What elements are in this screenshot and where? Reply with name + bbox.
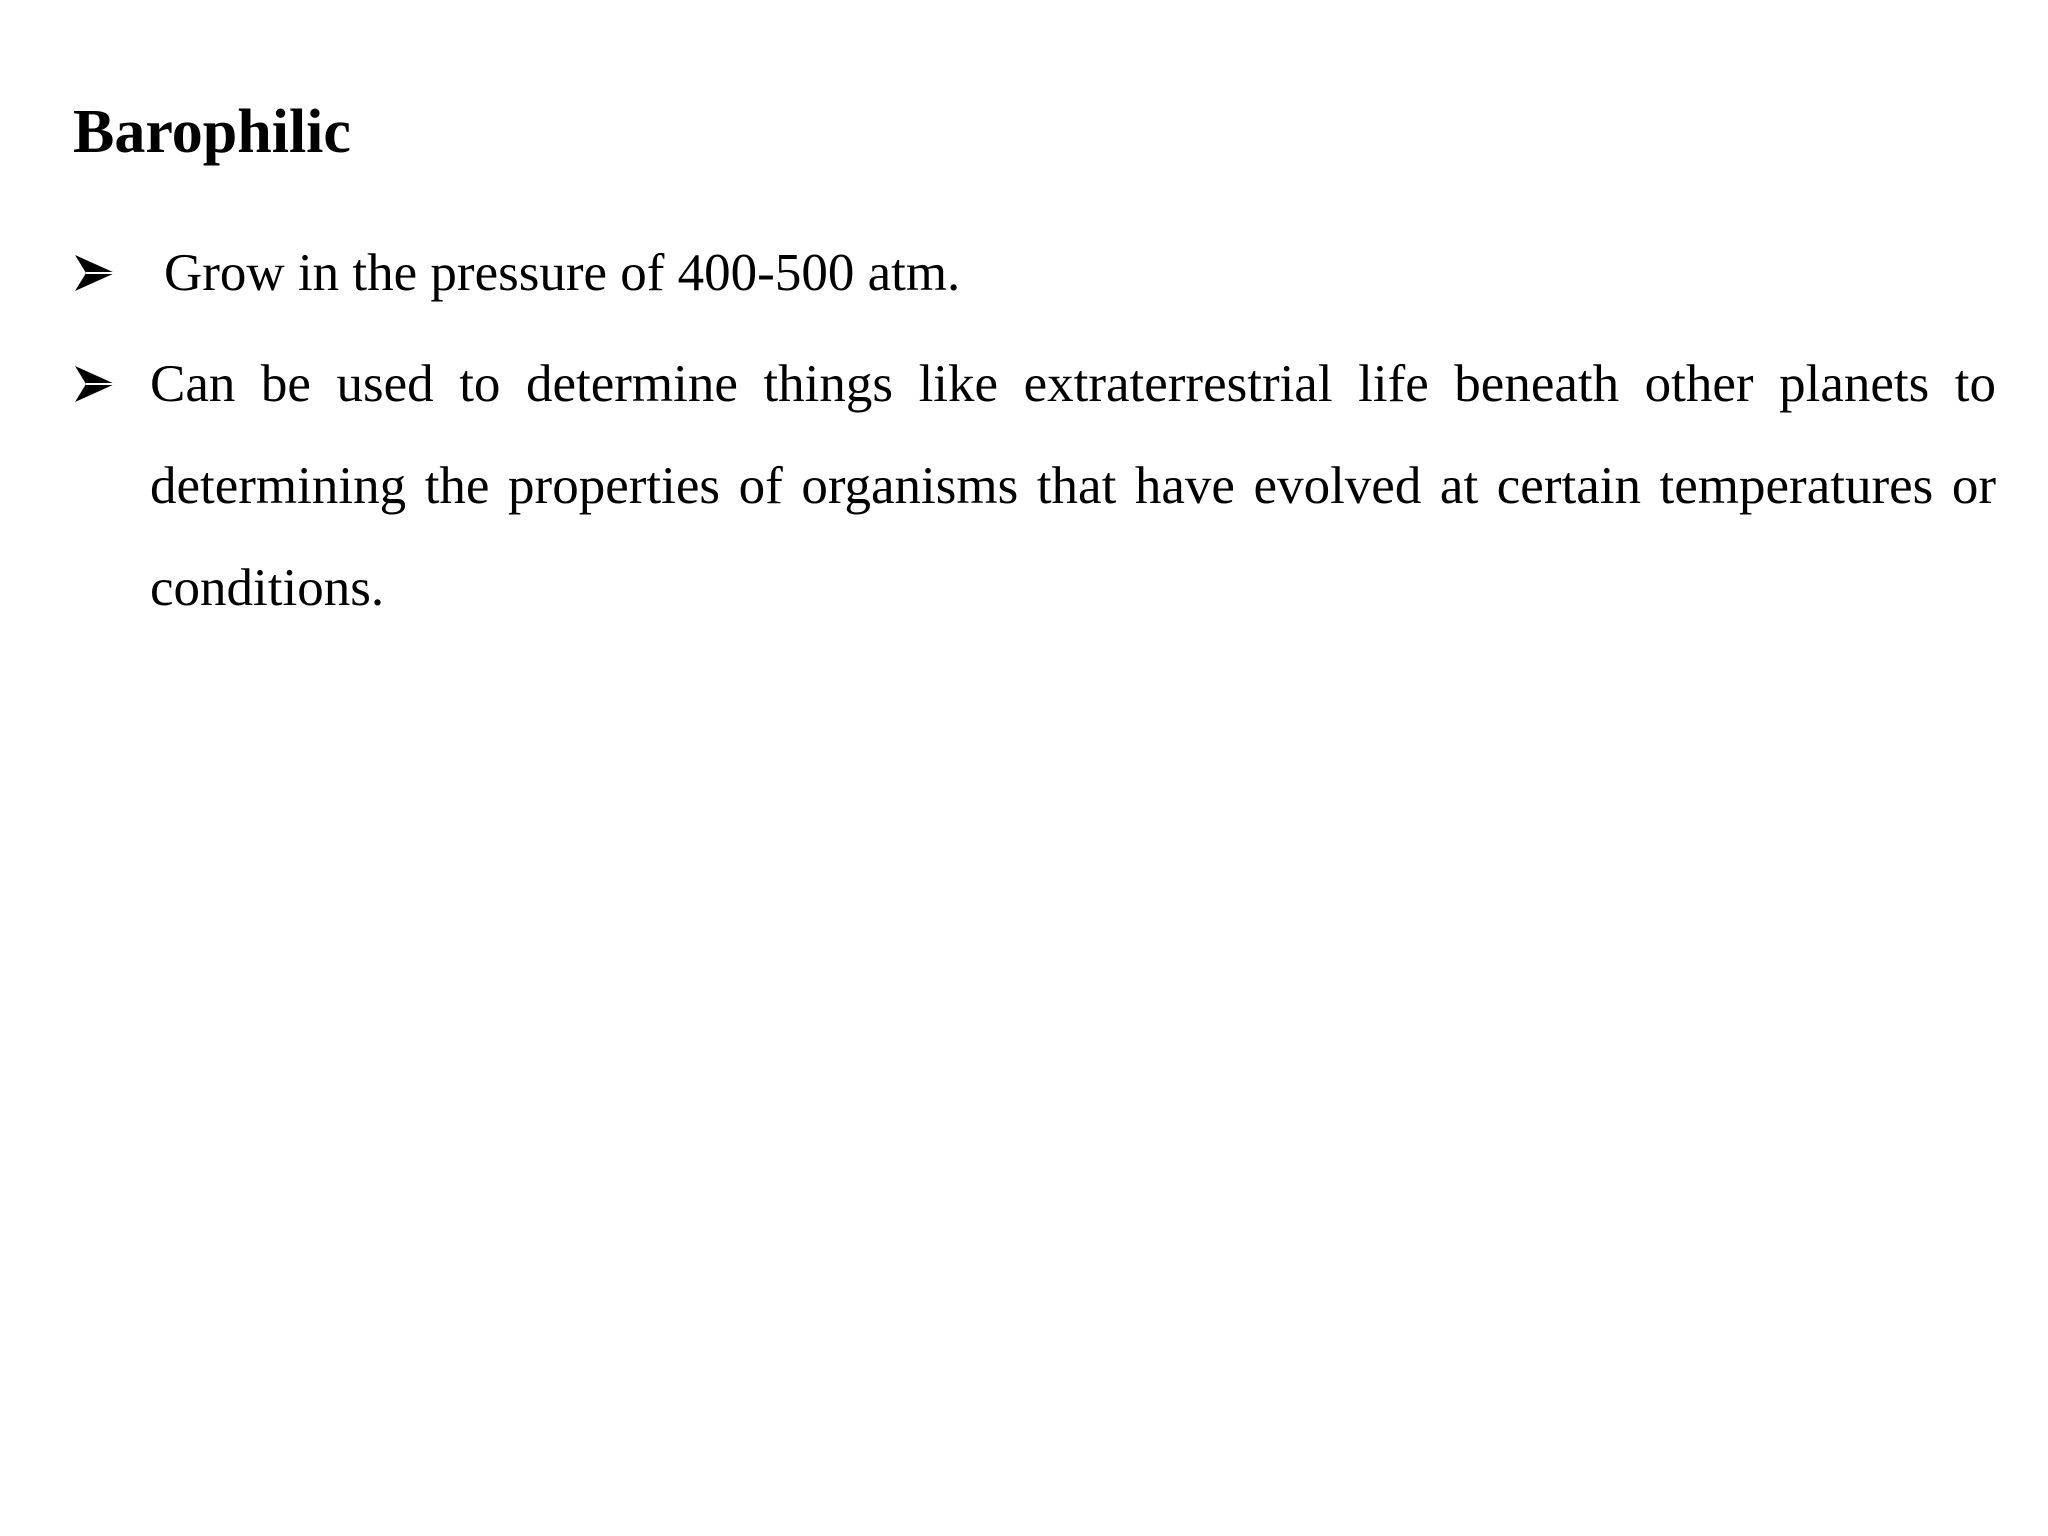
arrowhead-bullet-icon	[73, 253, 117, 293]
bullet-text: Can be used to determine things like extraterrestrial life beneath other planets to determining the properties of organisms that have evolved at certain temperatures or conditions.	[150, 355, 1996, 617]
list-item	[73, 333, 1996, 639]
bullet-text: Grow in the pressure of 400-500 atm.	[164, 244, 961, 302]
bullet-list	[73, 222, 1996, 648]
page-title: Barophilic	[73, 98, 351, 166]
list-item	[73, 222, 1996, 324]
arrowhead-bullet-icon	[73, 364, 117, 404]
